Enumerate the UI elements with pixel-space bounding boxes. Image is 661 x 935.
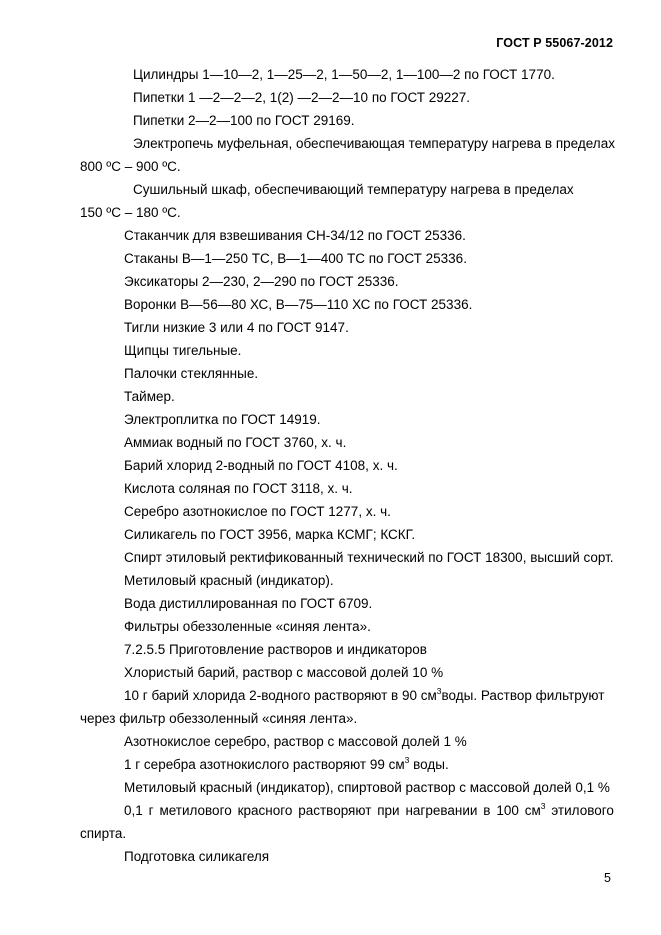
text-line-desiccators: Эксикаторы 2—230, 2—290 по ГОСТ 25336. bbox=[124, 274, 399, 289]
word: при bbox=[377, 803, 400, 818]
text-line-silica-gel: Силикагель по ГОСТ 3956, марка КСМГ; КСКГ. bbox=[124, 527, 416, 542]
text-line-funnels: Воронки В—56—80 ХС, В—75—110 ХС по ГОСТ 25336. bbox=[124, 297, 473, 312]
word: в bbox=[483, 803, 491, 818]
text-line-beakers: Стаканы В—1—250 ТС, В—1—400 ТС по ГОСТ 25336. bbox=[124, 251, 467, 266]
word: метилового bbox=[159, 803, 232, 818]
text-line-hot-plate: Электроплитка по ГОСТ 14919. bbox=[124, 412, 321, 427]
text-line-methyl-red-solution-title: Метиловый красный (индикатор), спиртовой раствор с массовой долей 0,1 % bbox=[124, 780, 610, 795]
text-line-silver-solution-title: Азотнокислое серебро, раствор с массовой долей 1 % bbox=[124, 734, 467, 749]
word: г bbox=[148, 803, 154, 818]
text-line-muffle-furnace: Электропечь муфельная, обеспечивающая температуру нагрева в пределах bbox=[133, 136, 615, 151]
text-line-ethyl-alcohol: Спирт этиловый ректификованный технический по ГОСТ 18300, высший сорт. bbox=[124, 550, 614, 565]
text-line-barium-chloride: Барий хлорид 2-водный по ГОСТ 4108, х. ч. bbox=[124, 458, 398, 473]
text-line-barium-solution-title: Хлористый барий, раствор с массовой долей 10 % bbox=[124, 665, 444, 680]
text-line-silver-solution-prep bbox=[124, 757, 449, 773]
text-line-methyl-red-solution-prep bbox=[124, 803, 614, 819]
text-line-ammonia: Аммиак водный по ГОСТ 3760, х. ч. bbox=[124, 435, 347, 450]
word: этилового bbox=[551, 803, 614, 818]
text-line-glass-rods: Палочки стеклянные. bbox=[124, 366, 259, 381]
text-line-drying-oven: Сушильный шкаф, обеспечивающий температуру нагрева в пределах bbox=[133, 182, 574, 197]
word: 0,1 bbox=[124, 803, 143, 818]
word-with-superscript bbox=[525, 803, 546, 819]
text-line-crucible-tongs: Щипцы тигельные. bbox=[124, 343, 242, 358]
cubic-superscript: 3 bbox=[540, 801, 546, 811]
word: 100 bbox=[496, 803, 519, 818]
silver-prep-text-start: 1 г серебра азотнокислого растворяют 99 см bbox=[124, 757, 405, 772]
text-line-cylinders: Цилиндры 1—10—2, 1—25—2, 1—50—2, 1—100—2 по ГОСТ 1770. bbox=[133, 67, 555, 82]
barium-prep-text-end: воды. Раствор фильтруют bbox=[441, 688, 605, 703]
word: красного bbox=[237, 803, 293, 818]
text-line-pipettes-2: Пипетки 2—2—100 по ГОСТ 29169. bbox=[133, 113, 355, 128]
text-line-pipettes-1: Пипетки 1 —2—2—2, 1(2) —2—2—10 по ГОСТ 29227. bbox=[133, 90, 471, 105]
document-standard-header: ГОСТ Р 55067-2012 bbox=[496, 36, 613, 50]
word: растворяют bbox=[298, 803, 372, 818]
cubic-superscript: 3 bbox=[436, 686, 442, 696]
silver-prep-text-end: воды. bbox=[409, 757, 449, 772]
section-heading-solutions: 7.2.5.5 Приготовление растворов и индикаторов bbox=[124, 642, 427, 657]
cubic-superscript: 3 bbox=[404, 755, 410, 765]
text-line-alcohol-end: спирта. bbox=[80, 826, 127, 841]
text-line-silver-nitrate: Серебро азотнокислое по ГОСТ 1277, х. ч. bbox=[124, 504, 391, 519]
text-line-distilled-water: Вода дистиллированная по ГОСТ 6709. bbox=[124, 596, 373, 611]
text-line-silica-gel-prep-heading: Подготовка силикагеля bbox=[124, 849, 270, 864]
page-number: 5 bbox=[604, 871, 611, 885]
text-line-weighing-cup: Стаканчик для взвешивания СН-34/12 по ГОСТ 25336. bbox=[124, 228, 466, 243]
text-line-muffle-furnace-range: 800 ºС – 900 ºС. bbox=[80, 159, 181, 174]
word: нагревании bbox=[405, 803, 478, 818]
text-line-timer: Таймер. bbox=[124, 389, 175, 404]
barium-prep-text-start: 10 г барий хлорида 2-водного растворяют в 90 см bbox=[124, 688, 437, 703]
text-line-filters: Фильтры обеззоленные «синяя лента». bbox=[124, 619, 371, 634]
text-line-hydrochloric-acid: Кислота соляная по ГОСТ 3118, х. ч. bbox=[124, 481, 353, 496]
text-line-methyl-red: Метиловый красный (индикатор). bbox=[124, 573, 334, 588]
word: см bbox=[524, 803, 541, 818]
text-line-crucibles: Тигли низкие 3 или 4 по ГОСТ 9147. bbox=[124, 320, 349, 335]
text-line-barium-solution-prep bbox=[124, 688, 604, 704]
text-line-barium-solution-filter: через фильтр обеззоленный «синяя лента». bbox=[80, 711, 358, 726]
text-line-drying-oven-range: 150 ºС – 180 ºС. bbox=[80, 205, 181, 220]
